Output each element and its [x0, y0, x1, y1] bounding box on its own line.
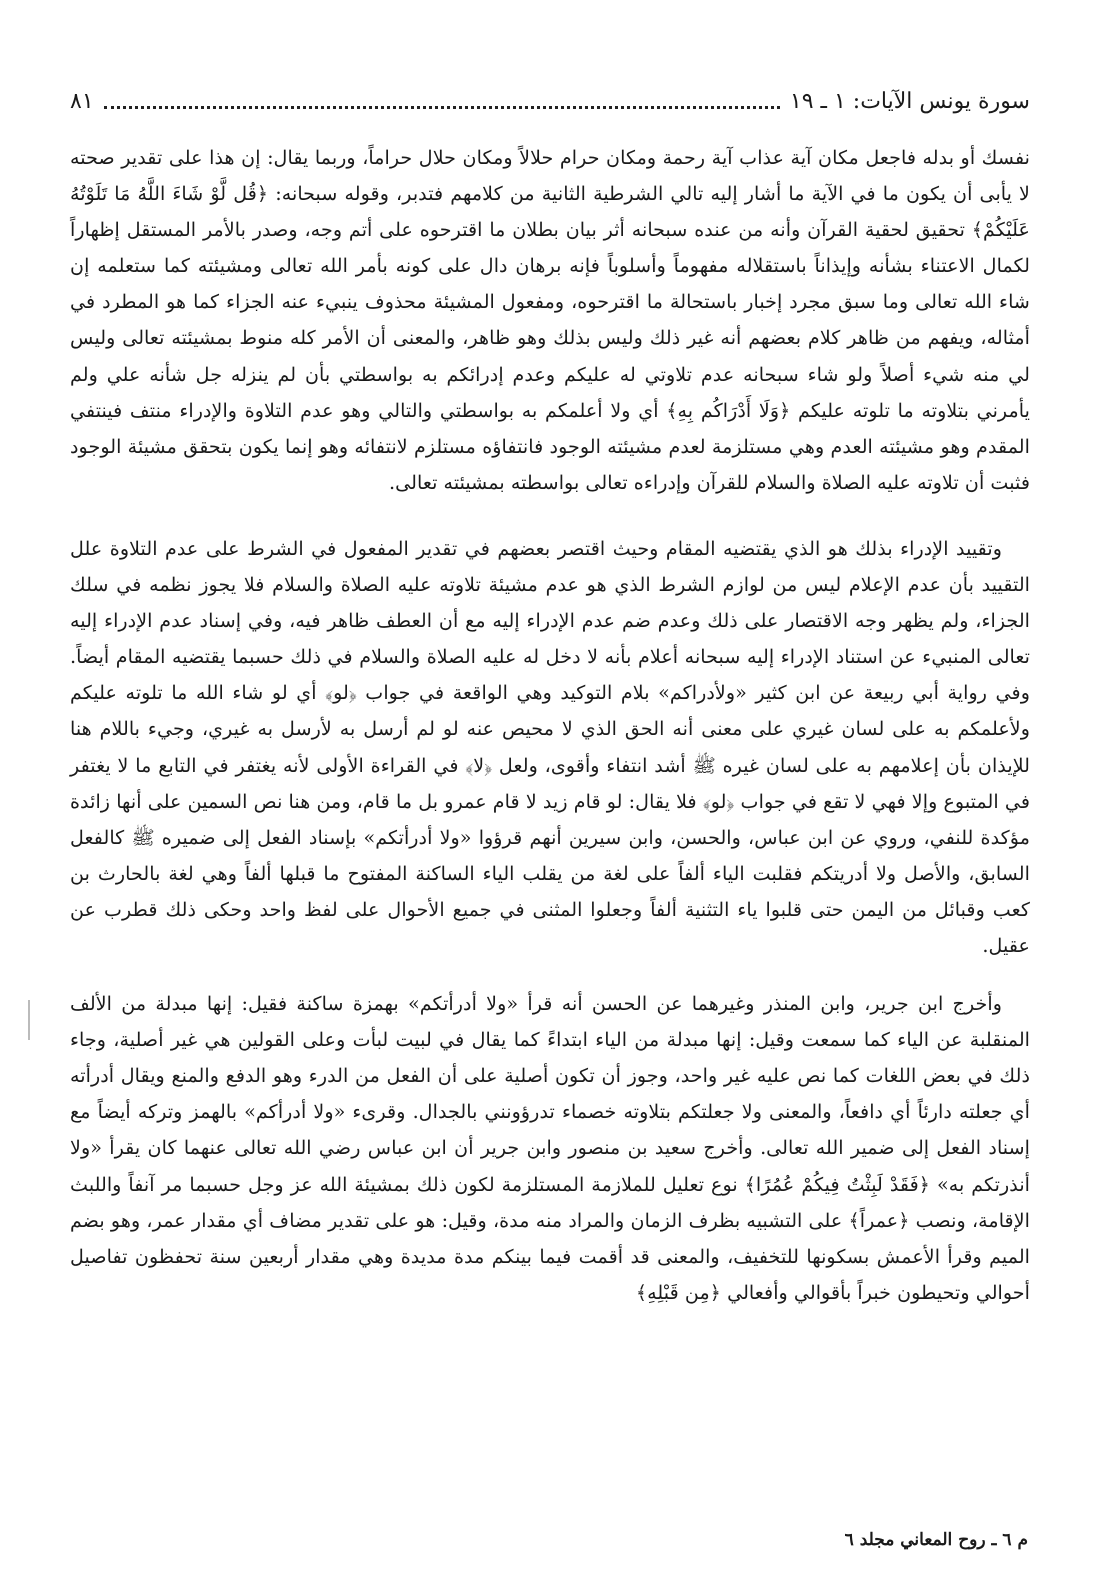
paragraph-1: نفسك أو بدله فاجعل مكان آية عذاب آية رحمة ومكان حرام حلالاً ومكان حلال حراماً، وربما يقال: إن هذا على تقدير صحته لا يأبى أن يكون ما في الآية ما أشار إليه تالي الشرطية الثانية من كلامهم فتدبر، وقوله سبحانه: ﴿قُل لَّوْ شَاءَ اللَّهُ مَا تَلَوْتُهُ عَلَيْكُمْ﴾ تحقيق لحقية القرآن وأنه من عنده سبحانه أثر بيان بطلان ما اقترحوه على أتم وجه، وصدر بالأمر المستقل إظهاراً لكمال الاعتناء بشأنه وإيذاناً باستقلاله مفهوماً وأسلوباً فإنه برهان دال على كونه بأمر الله تعالى ومشيئته كما ستعلمه إن شاء الله تعالى وما سبق مجرد إخبار باستحالة ما اقترحوه، ومفعول المشيئة محذوف ينبيء عنه الجزاء كما هو المطرد في أمثاله، ويفهم من ظاهر كلام بعضهم أنه غير ذلك وليس بذلك وهو ظاهر، والمعنى أن الأمر كله منوط بمشيئته تعالى وليس لي منه شيء أصلاً ولو شاء سبحانه عدم تلاوتي له عليكم وعدم إدرائكم به بواسطتي بأن لم ينزله جل شأنه علي ولم يأمرني بتلاوته ما تلوته عليكم ﴿وَلَا أَدْرَاكُم بِهِ﴾ أي ولا أعلمكم به بواسطتي والتالي وهو عدم التلاوة والإدراء منتف فينتفي المقدم وهو مشيئته العدم وهي مستلزمة لعدم مشيئته الوجود فانتفاؤه مستلزم لانتفائه وهو إنما يكون بتحقق مشيئة الوجود فثبت أن تلاوته عليه الصلاة والسلام للقرآن وإدراءه تعالى بواسطته بمشيئته تعالى.	[70, 146, 1030, 494]
scan-margin-mark	[28, 1000, 30, 1040]
footer-signature: م ٦ ـ روح المعاني مجلد ٦	[844, 1530, 1028, 1550]
running-header	[70, 84, 1030, 118]
header-leader-dots	[104, 94, 780, 109]
page-number: ٨١	[70, 88, 94, 114]
header-title: سورة يونس الآيات: ١ ـ ١٩	[789, 88, 1030, 114]
paragraph-3: وأخرج ابن جرير، وابن المنذر وغيرهما عن الحسن أنه قرأ «ولا أدرأتكم» بهمزة ساكنة فقيل: إنها مبدلة من الألف المنقلبة عن الياء كما سمعت وقيل: إنها مبدلة من الياء ابتداءً كما يقال في لبيت لبأت وعلى القولين هي غير أصلية، وجاء ذلك في بعض اللغات كما نص عليه غير واحد، وجوز أن تكون أصلية على أن الفعل من الدرء وهو الدفع والمنع ويقال أدرأته أي جعلته دارئاً أي دافعاً، والمعنى ولا جعلتكم بتلاوته خصماء تدرؤونني بالجدال. وقرىء «ولا أدرأكم» بالهمز وتركه أيضاً مع إسناد الفعل إلى ضمير الله تعالى. وأخرج سعيد بن منصور وابن جرير أن ابن عباس رضي الله تعالى عنهما كان يقرأ «ولا أنذرتكم به» ﴿فَقَدْ لَبِثْتُ فِيكُمْ عُمُرًا﴾ نوع تعليل للملازمة المستلزمة لكون ذلك بمشيئة الله عز وجل حسبما مر آنفاً واللبث الإقامة، ونصب ﴿عمراً﴾ على التشبيه بظرف الزمان والمراد منه مدة، وقيل: هو على تقدير مضاف أي مقدار عمر، وهو بضم الميم وقرأ الأعمش بسكونها للتخفيف، والمعنى قد أقمت فيما بينكم مدة مديدة وهي مقدار أربعين سنة تحفظون تفاصيل أحوالي وتحيطون خبراً بأقوالي وأفعالي ﴿مِن قَبْلِهِ﴾	[70, 992, 1030, 1304]
paragraph-2: وتقييد الإدراء بذلك هو الذي يقتضيه المقام وحيث اقتصر بعضهم في تقدير المفعول في الشرط على عدم التلاوة علل التقييد بأن عدم الإعلام ليس من لوازم الشرط الذي هو عدم مشيئة تلاوته عليه الصلاة والسلام فلا يجوز نظمه في سلك الجزاء، ولم يظهر وجه الاقتصار على ذلك وعدم ضم عدم الإدراء إليه مع أن العطف ظاهر فيه، وفي إسناد عدم الإدراء إليه تعالى المنبيء عن استناد الإدراء إليه سبحانه أعلام بأنه لا دخل له عليه الصلاة والسلام في ذلك حسبما يقتضيه المقام أيضاً. وفي رواية أبي ربيعة عن ابن كثير «ولأدراكم» بلام التوكيد وهي الواقعة في جواب ﴿لو﴾ أي لو شاء الله ما تلوته عليكم ولأعلمكم به على لسان غيري على معنى أنه الحق الذي لا محيص عنه لو لم أرسل به لأرسل به غيري، وجيء باللام هنا للإيذان بأن إعلامهم به على لسان غيره ﷺ أشد انتفاء وأقوى، ولعل ﴿لا﴾ في القراءة الأولى لأنه يغتفر في التابع ما لا يغتفر في المتبوع وإلا فهي لا تقع في جواب ﴿لو﴾ فلا يقال: لو قام زيد لا قام عمرو بل ما قام، ومن هنا نص السمين على أنها زائدة مؤكدة للنفي، وروي عن ابن عباس، والحسن، وابن سيرين أنهم قرؤوا «ولا أدرأتكم» بإسناد الفعل إلى ضميره ﷺ كالفعل السابق، والأصل ولا أدريتكم فقلبت الياء ألفاً على لغة من يقلب الياء الساكنة المفتوح ما قبلها ألفاً وهي لغة بالحارث بن كعب وقبائل من اليمن حتى قلبوا ياء التثنية ألفاً وجعلوا المثنى في جميع الأحوال على لفظ واحد وحكى ذلك قطرب عن عقيل.	[70, 536, 1030, 957]
body-text	[70, 140, 1030, 1311]
